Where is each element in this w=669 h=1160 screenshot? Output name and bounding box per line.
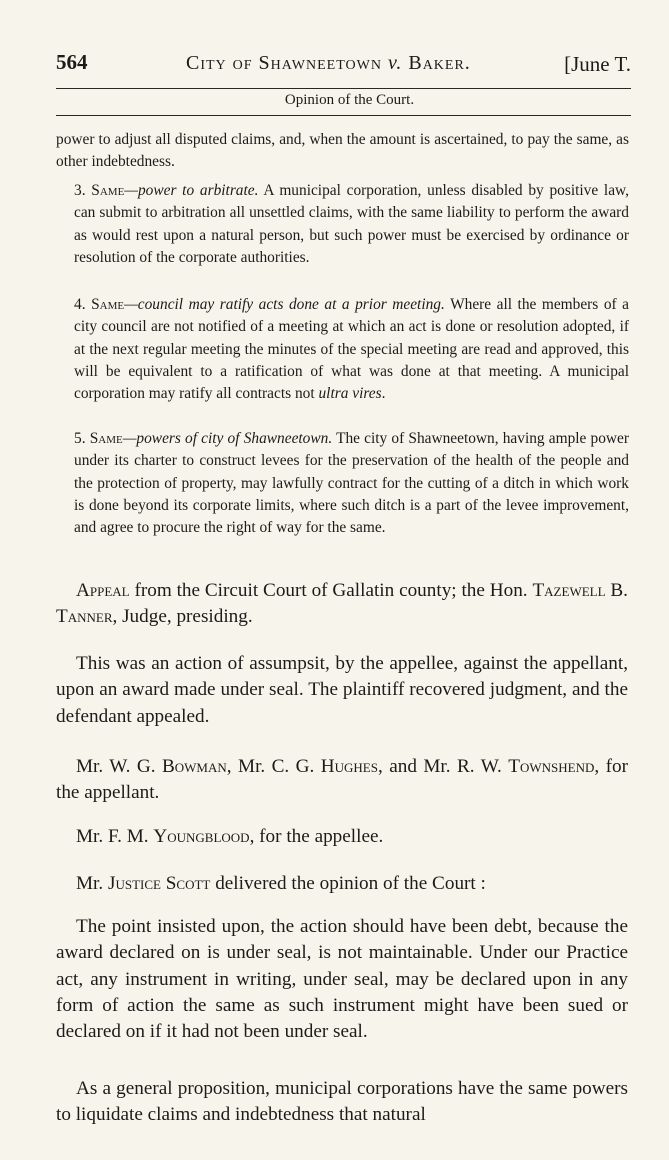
headnote-3 bbox=[56, 180, 629, 269]
headnote-5-text: The city of Shawneetown, having ample power under its charter to construct levees for the preservation of the health of the people and the protection of property, may lawfully contract for the cutting of a ditch in which work is done beyond its corporate limits, where such ditch is a part of the levee improvement, and agree to procure the right of way for the same. bbox=[74, 430, 630, 537]
headnote-4 bbox=[56, 294, 629, 405]
headnote-5-number: 5. bbox=[74, 430, 86, 447]
header-rule-top bbox=[56, 88, 631, 89]
header-rule-bottom bbox=[56, 115, 631, 116]
running-title-left: City of Shawneetown bbox=[186, 52, 382, 74]
headnote-4-tail: . bbox=[381, 385, 386, 403]
case-statement: This was an action of assumpsit, by the appellee, against the appellant, upon an award made under seal. The plaintiff recovered judgment, and the defendant appealed. bbox=[56, 653, 628, 727]
headnote-3-topic: —power to arbitrate. bbox=[124, 182, 259, 199]
headnote-3-number: 3. bbox=[74, 182, 86, 199]
headnote-5-topic: —powers of city of Shawneetown. bbox=[122, 430, 333, 447]
counsel-appellee-p1: Mr. F. M. bbox=[76, 826, 154, 847]
counsel-appellee bbox=[56, 824, 628, 850]
counsel-appellant-p4: , for the appellant. bbox=[56, 756, 629, 804]
headnote-continuation-text: power to adjust all disputed claims, and, when the amount is ascertained, to pay the same, as other indebtedness. bbox=[56, 131, 629, 171]
term-label: [June T. bbox=[564, 52, 631, 76]
appeal-lead: Appeal bbox=[76, 580, 130, 601]
headnote-4-body bbox=[56, 294, 629, 405]
counsel-appellant bbox=[56, 754, 628, 807]
counsel-appellant-n3: Townshend bbox=[508, 756, 595, 777]
counsel-appellant-n1: Bowman bbox=[161, 756, 227, 777]
counsel-appellee-p2: , for the appellee. bbox=[249, 826, 384, 847]
page-number: 564 bbox=[56, 50, 88, 74]
appeal-statement bbox=[56, 578, 628, 631]
headnote-3-body bbox=[56, 180, 629, 269]
running-title bbox=[186, 52, 471, 75]
running-header bbox=[56, 44, 631, 78]
headnote-3-text: A municipal corporation, unless disabled by positive law, can submit to arbitration all unsettled claims, with the same liability to perform the award as would rest upon a natural person, but such power must be exercised by ordinance or resolution of the corporate authorities. bbox=[74, 182, 629, 266]
headnote-4-same: Same bbox=[91, 296, 125, 313]
headnote-5 bbox=[56, 428, 629, 539]
counsel-appellant-n2: Hughes bbox=[320, 756, 378, 777]
opinion-intro bbox=[56, 871, 628, 897]
counsel-appellant-p2: , Mr. C. G. bbox=[226, 756, 321, 777]
running-title-right: Baker. bbox=[408, 52, 471, 74]
headnote-4-italic-tail: ultra vires bbox=[318, 385, 382, 403]
headnote-5-body bbox=[56, 428, 629, 539]
counsel-appellant-p1: Mr. W. G. bbox=[76, 756, 162, 777]
counsel-appellant-p3: , and Mr. R. W. bbox=[377, 756, 509, 777]
counsel-appellee-n1: Youngblood bbox=[153, 826, 250, 847]
appeal-text-1: from the Circuit Court of Gallatin county; the Hon. bbox=[129, 580, 533, 601]
headnote-4-number: 4. bbox=[74, 296, 86, 313]
appeal-judge: Tazewell B. Tanner bbox=[56, 580, 628, 628]
opinion-paragraph-2: As a general proposition, municipal corporations have the same powers to liquidate claims and indebtedness that natural bbox=[56, 1078, 628, 1126]
opinion-intro-justice: Justice Scott bbox=[108, 873, 211, 894]
headnote-4-topic: —council may ratify acts done at a prior meeting. bbox=[124, 296, 445, 313]
opinion-paragraph-1: The point insisted upon, the action should have been debt, because the award declared on is under seal, is not maintainable. Under our Practice act, any instrument in writing, under seal, may be declared upon in any form of action the same as such instrument might have been sued or declared on if it had not been under seal. bbox=[56, 916, 628, 1043]
opinion-intro-p2: delivered the opinion of the Court : bbox=[210, 873, 486, 894]
headnote-4-text: Where all the members of a city council are not notified of a meeting at which an act is done or resolution adopted, if at the next regular meeting the minutes of the special meeting are read and approved, this will be equivalent to a ratification of what was done at that meeting. A municipal corporation may ratify all contracts not bbox=[74, 296, 629, 403]
appeal-text-2: , Judge, presiding. bbox=[112, 606, 253, 628]
headnote-5-same: Same bbox=[89, 430, 123, 447]
headnote-3-same: Same bbox=[91, 182, 125, 199]
headnote-continuation bbox=[56, 129, 629, 174]
running-title-vs: v. bbox=[387, 52, 403, 74]
opinion-intro-p1: Mr. bbox=[76, 873, 108, 894]
section-subheading: Opinion of the Court. bbox=[284, 92, 415, 108]
